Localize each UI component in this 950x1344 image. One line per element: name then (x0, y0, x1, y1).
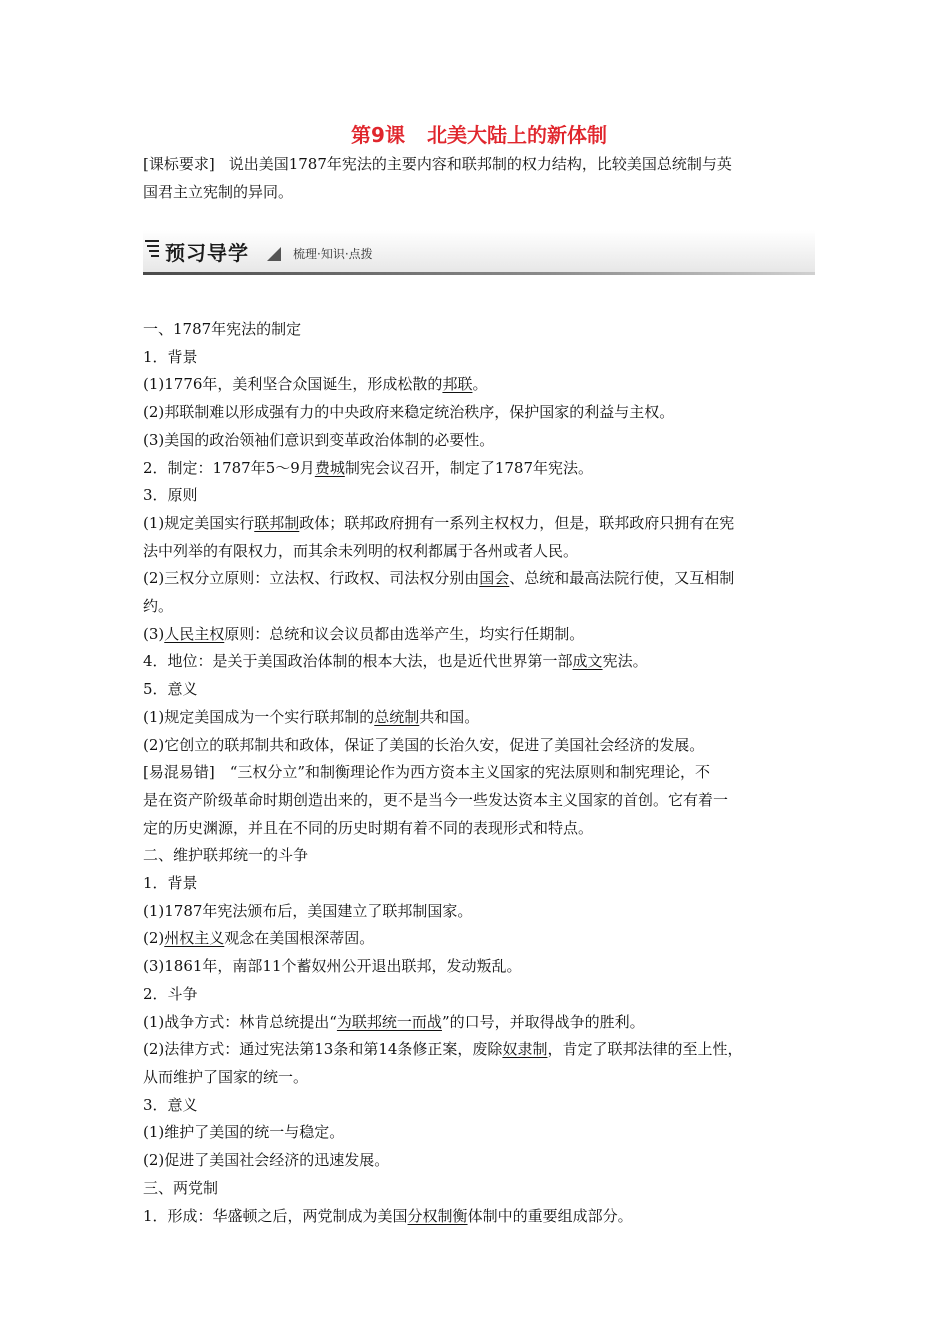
text-line (143, 482, 815, 510)
text-line (143, 898, 815, 926)
document-page (143, 120, 815, 1230)
section-banner (143, 226, 815, 276)
document-body (143, 316, 815, 1230)
text-line (143, 1147, 815, 1175)
underlined-keyword: 费城 (314, 458, 345, 477)
line-text: (3)美国的政治领袖们意识到变革政治体制的必要性。 (143, 430, 495, 449)
underlined-keyword: 成文 (572, 652, 603, 671)
line-text: 3．意义 (143, 1095, 198, 1114)
line-text: (2)法律方式：通过宪法第13条和第14条修正案，废除 (143, 1040, 503, 1059)
line-text: (1)1787年宪法颁布后，美国建立了联邦制国家。 (143, 901, 473, 920)
line-text: 5．意义 (143, 680, 198, 699)
line-text: 1．背景 (143, 874, 198, 893)
text-line (143, 1203, 815, 1231)
line-text-continued: 宪法。 (602, 652, 648, 671)
text-line (143, 842, 815, 870)
line-text: 法中列举的有限权力，而其余未列明的权利都属于各州或者人民。 (143, 541, 579, 560)
text-line (143, 565, 815, 593)
text-line (143, 510, 815, 538)
line-text: (1)战争方式：林肯总统提出“ (143, 1012, 337, 1031)
text-line (143, 427, 815, 455)
text-line (143, 648, 815, 676)
line-text: 2．斗争 (143, 984, 198, 1003)
line-text-continued: 制宪会议召开，制定了1787年宪法。 (344, 458, 594, 477)
underlined-keyword: 分权制衡 (407, 1206, 468, 1225)
line-text: (1)规定美国实行 (143, 513, 255, 532)
triangle-icon (267, 247, 281, 261)
curriculum-requirement (143, 150, 815, 206)
text-line (143, 455, 815, 483)
requirement-line-1: 说出美国1787年宪法的主要内容和联邦制的权力结构，比较美国总统制与英 (228, 155, 732, 173)
line-text: 4．地位：是关于美国政治体制的根本大法，也是近代世界第一部 (143, 652, 573, 671)
stripes-icon (145, 240, 159, 258)
line-text-continued: 观念在美国根深蒂固。 (224, 929, 375, 948)
line-text: (2)三权分立原则：立法权、行政权、司法权分别由 (143, 569, 480, 588)
text-line (143, 676, 815, 704)
lesson-name: 北美大陆上的新体制 (426, 123, 607, 147)
banner-heading: 预习导学 (165, 241, 249, 265)
line-text: 1．背景 (143, 347, 198, 366)
underlined-keyword: 总统制 (374, 707, 420, 726)
line-text: (1)维护了美国的统一与稳定。 (143, 1123, 345, 1142)
text-line (143, 1092, 815, 1120)
line-text-continued: 共和国。 (419, 707, 480, 726)
text-line (143, 1009, 815, 1037)
text-line (143, 344, 815, 372)
text-line (143, 1175, 815, 1203)
text-line (143, 399, 815, 427)
line-text: (1)规定美国成为一个实行联邦制的 (143, 707, 375, 726)
lesson-title (143, 120, 815, 150)
line-text: (2)它创立的联邦制共和政体，保证了美国的长治久安，促进了美国社会经济的发展。 (143, 735, 705, 754)
line-text: (2) (143, 929, 165, 948)
line-text-continued: 原则：总统和议会议员都由选举产生，均实行任期制。 (224, 624, 585, 643)
text-line (143, 787, 815, 815)
underlined-keyword: 邦联 (442, 375, 473, 394)
line-text: 一、1787年宪法的制定 (143, 320, 302, 338)
requirement-tag: [课标要求] (143, 155, 215, 173)
text-line (143, 371, 815, 399)
banner-rule (143, 272, 815, 275)
line-text: (3) (143, 624, 165, 643)
text-line (143, 1064, 815, 1092)
line-text: (3)1861年，南部11个蓄奴州公开退出联邦，发动叛乱。 (143, 957, 522, 976)
line-text: 二、维护联邦统一的斗争 (143, 846, 309, 865)
line-text: 三、两党制 (143, 1178, 219, 1197)
underlined-keyword: 奴隶制 (502, 1040, 548, 1059)
line-text-continued: 、总统和最高法院行使，又互相制 (509, 569, 735, 588)
line-text-continued: ”的口号，并取得战争的胜利。 (441, 1012, 645, 1031)
line-text: 是在资产阶级革命时期创造出来的，更不是当今一些发达资本主义国家的首创。它有着一 (143, 790, 729, 809)
underlined-keyword: 人民主权 (164, 624, 225, 643)
text-line (143, 925, 815, 953)
line-text: 从而维护了国家的统一。 (143, 1067, 309, 1086)
line-text: 定的历史渊源，并且在不同的历史时期有着不同的表现形式和特点。 (143, 818, 594, 837)
text-line (143, 870, 815, 898)
line-text: (2)促进了美国社会经济的迅速发展。 (143, 1151, 390, 1170)
text-line (143, 621, 815, 649)
line-text: (2)邦联制难以形成强有力的中央政府来稳定统治秩序，保护国家的利益与主权。 (143, 403, 675, 422)
text-line (143, 759, 815, 787)
text-line (143, 1119, 815, 1147)
lesson-number: 第9课 (351, 123, 405, 147)
underlined-keyword: 为联邦统一而战 (336, 1012, 442, 1031)
line-text-continued: 体制中的重要组成部分。 (467, 1206, 633, 1225)
underlined-keyword: 国会 (479, 569, 510, 588)
line-text: [易混易错] “三权分立”和制衡理论作为西方资本主义国家的宪法原则和制宪理论，不 (143, 763, 711, 782)
underlined-keyword: 联邦制 (254, 513, 300, 532)
text-line (143, 316, 815, 344)
requirement-line-2: 国君主立宪制的异同。 (143, 183, 294, 201)
line-text: 2．制定：1787年5～9月 (143, 458, 315, 477)
text-line (143, 538, 815, 566)
line-text: 约。 (143, 597, 174, 616)
underlined-keyword: 州权主义 (164, 929, 225, 948)
banner-subtitle: 梳理·知识·点拨 (293, 247, 373, 261)
line-text: 1．形成：华盛顿之后，两党制成为美国 (143, 1206, 408, 1225)
text-line (143, 1036, 815, 1064)
text-line (143, 981, 815, 1009)
text-line (143, 593, 815, 621)
line-text: 3．原则 (143, 486, 198, 505)
line-text-continued: 政体；联邦政府拥有一系列主权权力，但是，联邦政府只拥有在宪 (299, 513, 735, 532)
line-text-continued: ，肯定了联邦法律的至上性， (547, 1040, 743, 1059)
text-line (143, 953, 815, 981)
text-line (143, 704, 815, 732)
text-line (143, 815, 815, 843)
line-text-continued: 。 (472, 375, 488, 394)
text-line (143, 732, 815, 760)
line-text: (1)1776年，美利坚合众国诞生，形成松散的 (143, 375, 443, 394)
